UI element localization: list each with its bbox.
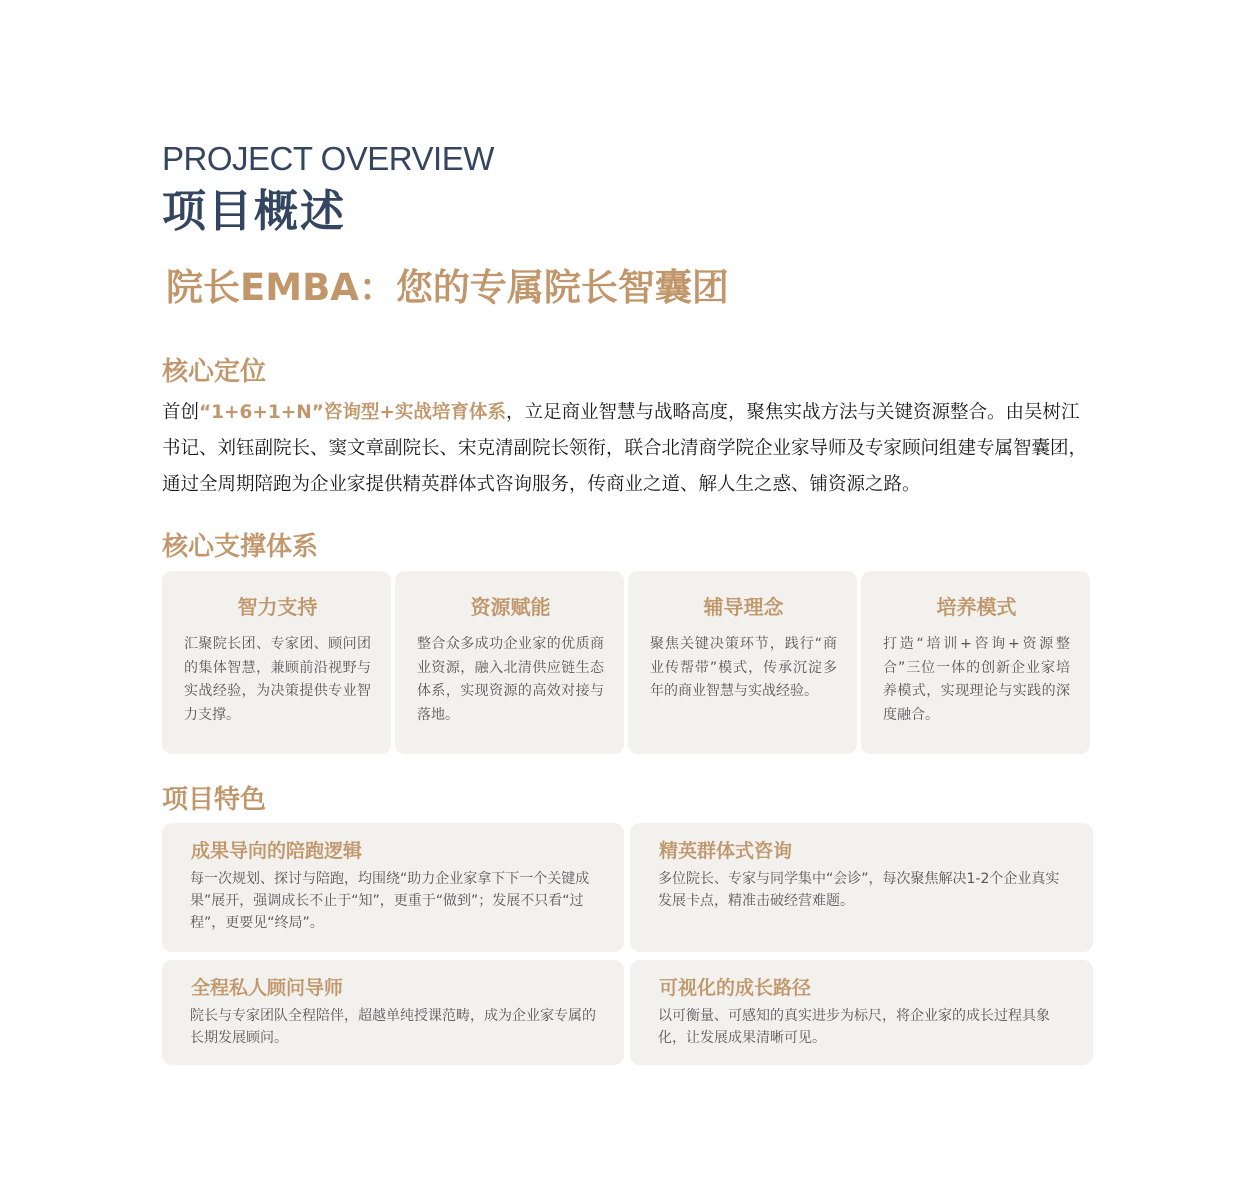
pillar-title: 培养模式 [936,595,1017,619]
pillar-card [861,571,1090,754]
feature-title: 成果导向的陪跑逻辑 [191,840,363,862]
feature-title: 精英群体式咨询 [659,840,793,862]
feature-desc: 院长与专家团队全程陪伴，超越单纯授课范畴，成为企业家专属的长期发展顾问。 [190,1008,596,1046]
feature-title: 全程私人顾问导师 [191,977,344,999]
feature-desc: 以可衡量、可感知的真实进步为标尺，将企业家的成长过程具象化，让发展成果清晰可见。 [658,1008,1050,1046]
pillar-desc: 汇聚院长团、专家团、顾问团的集体智慧，兼顾前沿视野与实战经验，为决策提供专业智力支撑。 [184,636,371,723]
feature-card [162,823,624,952]
feature-card [630,960,1093,1065]
page-title: 项目概述 [162,186,346,237]
intro-lead: 首创 [162,402,200,423]
pillar-title: 辅导理念 [703,595,784,619]
pillar-card [162,571,391,754]
page-subtitle: 院长EMBA：您的专属院长智囊团 [166,266,729,309]
feature-title: 可视化的成长路径 [659,977,812,999]
pillar-title: 智力支持 [237,595,318,619]
overview-page [162,140,1093,1046]
section-title-support: 核心支撑体系 [162,532,319,562]
section-title-features: 项目特色 [162,785,267,815]
positioning-paragraph [162,395,1097,503]
pillar-desc: 聚焦关键决策环节，践行“商业传帮带”模式，传承沉淀多年的商业智慧与实战经验。 [650,636,837,699]
pillar-title: 资源赋能 [470,595,551,619]
feature-desc: 多位院长、专家与同学集中“会诊”，每次聚焦解决1-2个企业真实发展卡点，精准击破经营难题。 [658,871,1060,909]
intro-body: ，立足商业智慧与战略高度，聚焦实战方法与关键资源整合。由吴树江书记、刘钰副院长、窦文章副院长、宋克清副院长领衔，联合北清商学院企业家导师及专家顾问组建专属智囊团，通过全周期陪跑为企业家提供精英群体式咨询服务，传商业之道、解人生之惑、铺资源之路。 [162,402,1088,495]
feature-desc: 每一次规划、探讨与陪跑，均围绕“助力企业家拿下下一个关键成果”展开，强调成长不止于“知”，更重于“做到”；发展不只看“过程”，更要见“终局”。 [190,871,590,931]
section-title-positioning: 核心定位 [162,357,267,387]
pillar-card [395,571,624,754]
eyebrow-text: PROJECT OVERVIEW [162,140,494,177]
pillar-desc: 整合众多成功企业家的优质商业资源，融入北清供应链生态体系，实现资源的高效对接与落地。 [417,636,604,723]
pillar-desc: 打造“培训+咨询+资源整合”三位一体的创新企业家培养模式，实现理论与实践的深度融合。 [883,636,1070,723]
pillar-card [628,571,857,754]
feature-card [162,960,624,1065]
support-pillars [162,571,1092,754]
intro-highlight: “1+6+1+N”咨询型+实战培育体系 [199,402,506,423]
feature-card [630,823,1093,952]
